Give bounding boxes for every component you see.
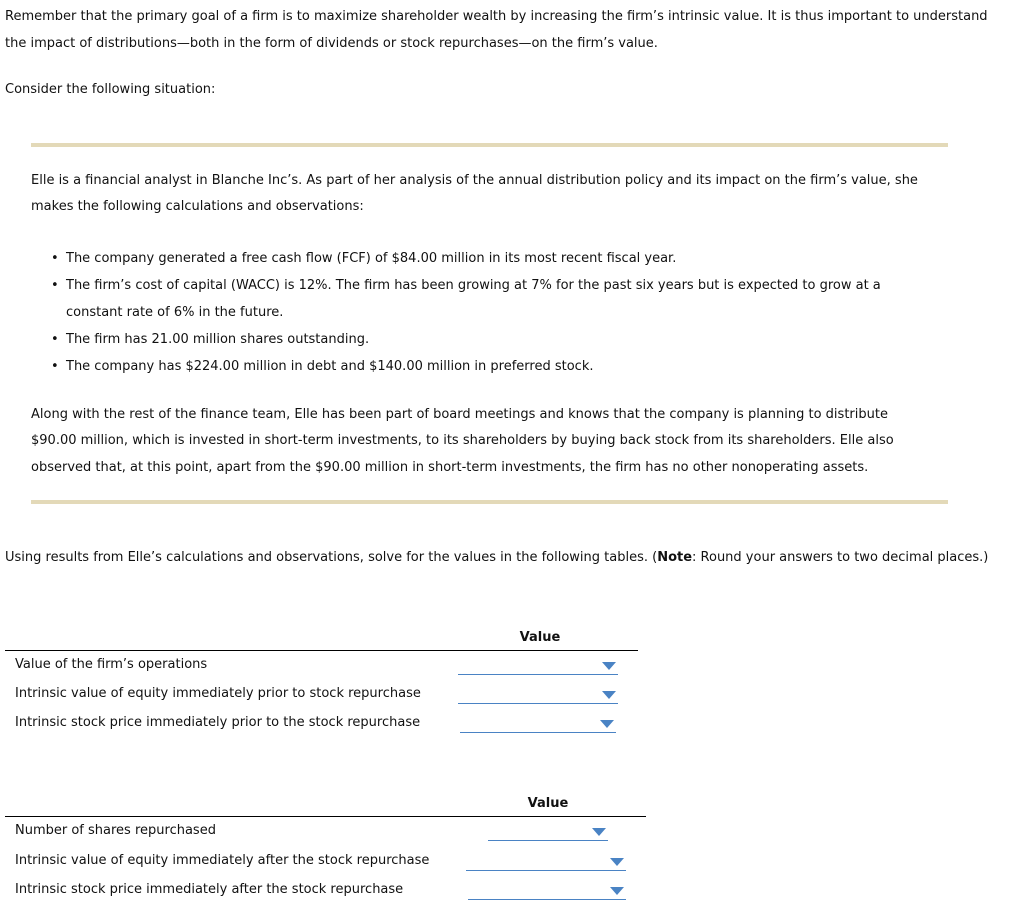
dropdown-arrow-icon[interactable]: [610, 887, 624, 895]
bullet-icon: •: [51, 359, 59, 374]
case-paragraph-2-line-2: $90.00 million, which is invested in short-term investments, to its shareholders by buying back stock from its shareholders. Elle also: [31, 433, 894, 448]
dropdown-arrow-icon[interactable]: [610, 858, 624, 866]
dropdown-arrow-icon[interactable]: [602, 691, 616, 699]
bullet-icon: •: [51, 251, 59, 266]
observation-text: The company generated a free cash flow (FCF) of $84.00 million in its most recent fiscal year.: [66, 251, 677, 266]
case-top-divider: [31, 143, 948, 147]
observation-text: The firm’s cost of capital (WACC) is 12%. The firm has been growing at 7% for the past six years but is expected to grow at a: [66, 278, 881, 293]
case-bottom-divider: [31, 500, 948, 504]
observation-item: [35, 272, 881, 326]
case-paragraph-1-line-1: Elle is a financial analyst in Blanche Inc’s. As part of her analysis of the annual distribution policy and its impact on the firm’s value, she: [31, 173, 918, 188]
table2-row-label: Number of shares repurchased: [15, 823, 216, 838]
bullet-icon: •: [51, 332, 59, 347]
operations-value-dropdown[interactable]: [458, 656, 618, 675]
price-after-dropdown[interactable]: [468, 881, 626, 900]
shares-repurchased-dropdown[interactable]: [488, 822, 608, 841]
observation-text-continued: constant rate of 6% in the future.: [66, 305, 284, 320]
bullet-icon: •: [51, 278, 59, 293]
intro-text-line-2: the impact of distributions—both in the form of dividends or stock repurchases—on the firm’s value.: [5, 36, 658, 51]
table1-value-header: Value: [519, 630, 561, 645]
table1-row-label: Value of the firm’s operations: [15, 657, 208, 672]
observation-text: The firm has 21.00 million shares outstanding.: [66, 332, 370, 347]
observation-item: [35, 326, 881, 353]
price-prior-dropdown[interactable]: [460, 714, 616, 733]
table2-row-label: Intrinsic value of equity immediately after the stock repurchase: [15, 853, 430, 868]
case-paragraph-1-line-2: makes the following calculations and observations:: [31, 199, 364, 214]
observation-item: [35, 353, 881, 380]
observation-text: The company has $224.00 million in debt and $140.00 million in preferred stock.: [66, 359, 594, 374]
instruction-before: Using results from Elle’s calculations and observations, solve for the values in the following tables. (: [5, 550, 658, 565]
dropdown-arrow-icon[interactable]: [592, 828, 606, 836]
consider-text: Consider the following situation:: [5, 82, 216, 97]
equity-prior-dropdown[interactable]: [458, 685, 618, 704]
case-paragraph-2-line-1: Along with the rest of the finance team, Elle has been part of board meetings and knows that the company is planning to distribute: [31, 407, 888, 422]
intro-text-line-1: Remember that the primary goal of a firm is to maximize shareholder wealth by increasing the firm’s intrinsic value. It is thus important to understand: [5, 9, 988, 24]
instruction-after: : Round your answers to two decimal places.): [692, 550, 989, 565]
table2-row-label: Intrinsic stock price immediately after the stock repurchase: [15, 882, 404, 897]
equity-after-dropdown[interactable]: [466, 852, 626, 871]
table2-value-header: Value: [527, 796, 569, 811]
table1-row-label: Intrinsic stock price immediately prior to the stock repurchase: [15, 715, 421, 730]
note-label: Note: [657, 550, 693, 565]
observations-list: [35, 245, 881, 380]
dropdown-arrow-icon[interactable]: [600, 720, 614, 728]
table2-header-rule: [5, 816, 646, 817]
table1-header-rule: [5, 650, 638, 651]
table1-row-label: Intrinsic value of equity immediately prior to stock repurchase: [15, 686, 421, 701]
case-paragraph-2-line-3: observed that, at this point, apart from the $90.00 million in short-term investments, the firm has no other nonoperating assets.: [31, 460, 869, 475]
dropdown-arrow-icon[interactable]: [602, 662, 616, 670]
observation-item: [35, 245, 881, 272]
instruction-text: [5, 549, 988, 567]
